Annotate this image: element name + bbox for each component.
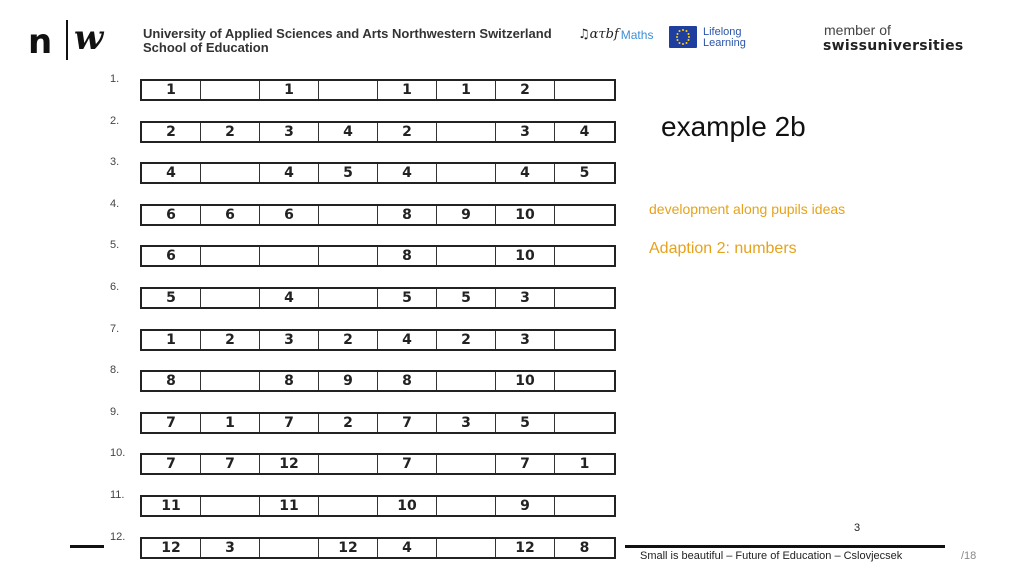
fhnw-logo [28, 18, 120, 62]
worksheet-cell: 8 [378, 247, 437, 265]
worksheet-row [108, 114, 628, 143]
worksheet-cell [201, 497, 260, 515]
member-org: swissuniversities [823, 38, 964, 54]
worksheet-cell: 1 [378, 81, 437, 99]
worksheet-cell: 11 [142, 497, 201, 515]
row-number: 1. [110, 73, 120, 85]
worksheet-cell [201, 372, 260, 390]
worksheet-cell [555, 414, 614, 432]
row-number: 12. [110, 530, 126, 543]
row-cells [140, 162, 616, 184]
slide-title: example 2b [661, 111, 806, 142]
subtitle-development: development along pupils ideas [649, 201, 846, 217]
institution-name: University of Applied Sciences and Arts Northwestern Switzerland [143, 26, 552, 41]
worksheet-cell: 4 [260, 289, 319, 307]
worksheet-cell: 1 [201, 414, 260, 432]
worksheet-cell: 5 [579, 165, 590, 182]
worksheet-row [108, 447, 628, 475]
worksheet-row [108, 73, 628, 101]
worksheet-cell: 10 [496, 247, 555, 265]
worksheet-cell: 10 [496, 206, 555, 224]
row-cells [140, 287, 616, 309]
worksheet-cell: 5 [142, 289, 201, 307]
worksheet-cell: 8 [579, 539, 590, 556]
row-number: 8. [110, 364, 120, 377]
worksheet-row [108, 322, 628, 351]
worksheet-cell: 2 [319, 414, 378, 432]
worksheet-cell: 7 [378, 455, 437, 473]
worksheet-cell: 12 [496, 539, 555, 557]
worksheet-cell: 4 [496, 164, 555, 182]
worksheet-cell: 4 [378, 331, 437, 349]
worksheet-cell [437, 123, 496, 141]
worksheet-cell: 1 [142, 331, 201, 349]
worksheet-cell: 5 [437, 289, 496, 307]
worksheet-cell [437, 164, 496, 182]
worksheet-cell: 7 [142, 455, 201, 473]
worksheet-cell: 7 [201, 455, 260, 473]
row-cells [140, 79, 616, 101]
eu-program-line2: Learning [703, 37, 746, 49]
row-cells [140, 370, 616, 392]
eu-program-line1: Lifelong [703, 26, 742, 38]
worksheet-cell: 8 [378, 372, 437, 390]
worksheet-cell: 2 [142, 123, 201, 141]
footer-rule-right [625, 545, 945, 548]
worksheet-cell: 10 [378, 497, 437, 515]
worksheet-cell [319, 247, 378, 265]
worksheet-cell: 4 [378, 164, 437, 182]
worksheet-cell: 3 [260, 123, 319, 141]
row-cells [140, 204, 616, 226]
worksheet-cell: 6 [201, 206, 260, 224]
row-number: 3. [110, 156, 120, 169]
worksheet-cell [260, 539, 319, 557]
eu-flag-icon [669, 26, 697, 48]
worksheet-row [108, 156, 628, 184]
worksheet-cell [437, 539, 496, 557]
worksheet-cell: 2 [319, 331, 378, 349]
worksheet-cell: 12 [319, 539, 378, 557]
row-cells [140, 329, 616, 351]
number-worksheet [108, 75, 628, 565]
worksheet-cell: 3 [496, 289, 555, 307]
worksheet-cell: 2 [437, 331, 496, 349]
worksheet-cell [555, 206, 614, 224]
worksheet-cell [555, 289, 614, 307]
row-cells [140, 537, 616, 559]
worksheet-cell: 7 [496, 455, 555, 473]
worksheet-cell: 12 [260, 455, 319, 473]
worksheet-cell [201, 81, 260, 99]
footer-text: Small is beautiful – Future of Education – Cslovjecsek [640, 550, 903, 562]
worksheet-cell: 9 [437, 206, 496, 224]
worksheet-cell: 3 [496, 331, 555, 349]
worksheet-cell: 5 [496, 414, 555, 432]
worksheet-cell: 4 [260, 164, 319, 182]
worksheet-cell: 7 [260, 414, 319, 432]
worksheet-cell [555, 497, 614, 515]
row-cells [140, 495, 616, 517]
worksheet-cell: 2 [378, 123, 437, 141]
worksheet-row [108, 239, 628, 267]
footer-rule-left [70, 545, 104, 548]
worksheet-cell [555, 81, 614, 99]
worksheet-cell: 6 [260, 206, 319, 224]
row-number: 5. [110, 239, 120, 252]
worksheet-cell [437, 372, 496, 390]
row-cells [140, 453, 616, 475]
worksheet-cell [201, 247, 260, 265]
worksheet-cell: 4 [378, 539, 437, 557]
logo-divider [66, 20, 68, 60]
worksheet-cell: 12 [142, 539, 201, 557]
institution-school: School of Education [143, 40, 269, 55]
worksheet-cell: 4 [579, 123, 590, 140]
worksheet-cell: 4 [319, 123, 378, 141]
row-number: 7. [110, 322, 120, 335]
worksheet-cell: 3 [437, 414, 496, 432]
worksheet-cell [201, 289, 260, 307]
row-number: 4. [110, 197, 120, 210]
worksheet-cell: 9 [496, 497, 555, 515]
worksheet-cell: 11 [260, 497, 319, 515]
row-number: 11. [110, 489, 125, 501]
worksheet-cell [319, 497, 378, 515]
worksheet-cell: 2 [496, 81, 555, 99]
worksheet-cell [319, 81, 378, 99]
worksheet-cell: 5 [319, 164, 378, 182]
logo-letter-w: w [74, 18, 104, 58]
worksheet-cell: 3 [260, 331, 319, 349]
worksheet-row [108, 281, 628, 309]
worksheet-cell: 6 [142, 206, 201, 224]
worksheet-cell: 8 [260, 372, 319, 390]
member-label: member of [824, 22, 891, 38]
logo-letter-n: n [28, 22, 52, 62]
worksheet-cell [437, 247, 496, 265]
worksheet-cell: 2 [201, 331, 260, 349]
worksheet-row [108, 489, 628, 517]
worksheet-cell [437, 455, 496, 473]
row-number: 6. [110, 281, 120, 293]
worksheet-cell: 7 [142, 414, 201, 432]
worksheet-cell [201, 164, 260, 182]
worksheet-cell: 5 [378, 289, 437, 307]
worksheet-cell [260, 247, 319, 265]
worksheet-cell [555, 331, 614, 349]
worksheet-cell: 2 [201, 123, 260, 141]
subtitle-adaption: Adaption 2: numbers [649, 240, 797, 257]
row-number: 9. [110, 405, 120, 418]
worksheet-row [108, 364, 628, 392]
worksheet-cell: 10 [496, 372, 555, 390]
row-cells [140, 245, 616, 267]
worksheet-cell [319, 206, 378, 224]
worksheet-cell: 6 [142, 247, 201, 265]
worksheet-cell [555, 247, 614, 265]
worksheet-cell: 1 [260, 81, 319, 99]
worksheet-cell [555, 372, 614, 390]
worksheet-cell: 8 [142, 372, 201, 390]
eu-program-label [703, 27, 746, 49]
worksheet-cell: 3 [201, 539, 260, 557]
worksheet-cell: 9 [319, 372, 378, 390]
row-cells [140, 121, 616, 143]
slide-number: 3 [854, 522, 861, 534]
row-number: 10. [110, 447, 126, 460]
worksheet-row [108, 197, 628, 226]
footer-page-count: /18 [961, 550, 977, 562]
worksheet-cell [437, 497, 496, 515]
worksheet-cell: 4 [142, 164, 201, 182]
row-cells [140, 412, 616, 434]
partner-logo-glyph: ♫ατbf [578, 27, 619, 42]
worksheet-cell: 3 [496, 123, 555, 141]
worksheet-cell: 1 [437, 81, 496, 99]
row-number: 2. [110, 114, 120, 127]
partner-logo-word: Maths [620, 27, 654, 42]
worksheet-cell: 8 [378, 206, 437, 224]
worksheet-cell: 1 [142, 81, 201, 99]
worksheet-cell [319, 289, 378, 307]
worksheet-cell [319, 455, 378, 473]
partner-logo [578, 27, 653, 42]
worksheet-cell: 7 [378, 414, 437, 432]
worksheet-row [108, 405, 628, 434]
worksheet-row [108, 530, 628, 559]
worksheet-cell: 1 [579, 456, 590, 473]
